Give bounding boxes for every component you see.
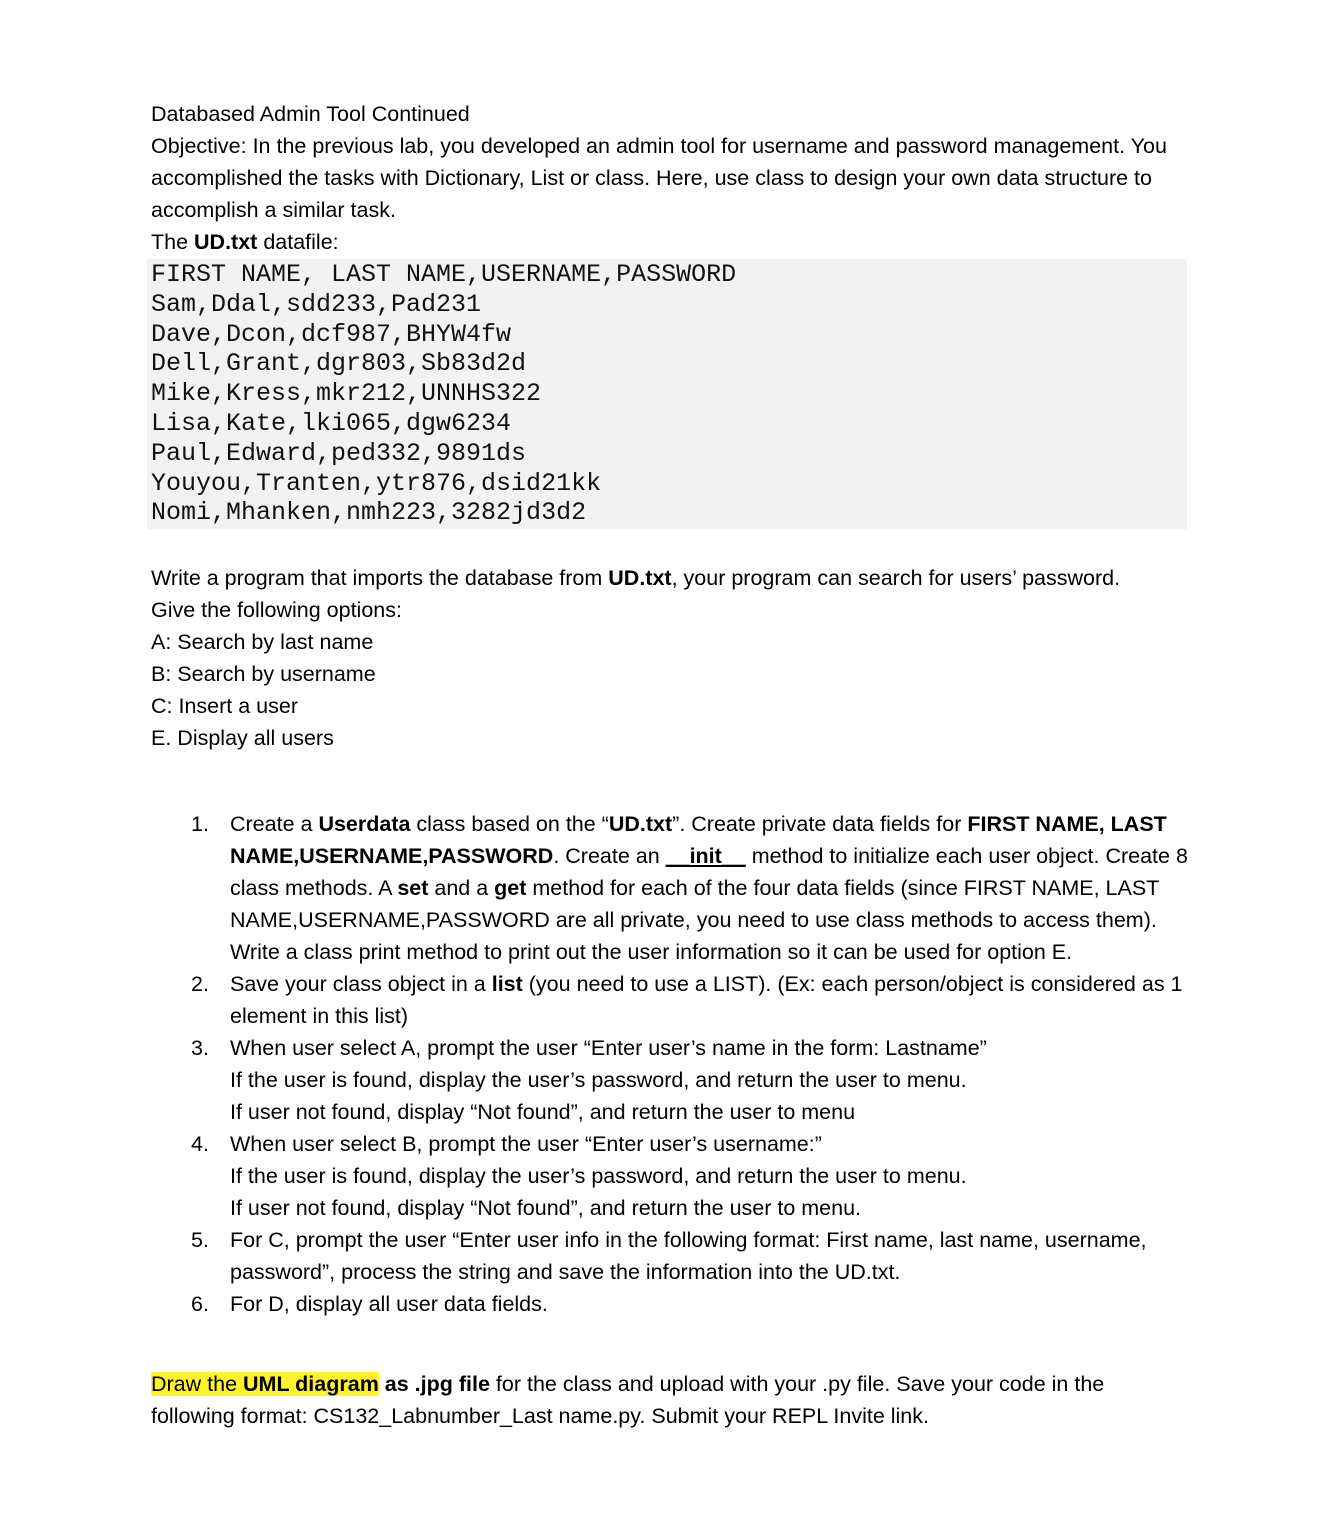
code-line: Youyou,Tranten,ytr876,dsid21kk	[151, 468, 602, 498]
objective-paragraph: Objective: In the previous lab, you developed an admin tool for username and password management. You accomplished the tasks with Dictionary, List or class. Here, use class to design your own data structure to accomplish a similar task.	[151, 134, 1167, 222]
task-item-6: 6. For D, display all user data fields.	[151, 1288, 1191, 1320]
task-item-5: 5. For C, prompt the user “Enter user info in the following format: First name, last name, username, password”, process the string and save the information into the UD.txt.	[151, 1224, 1191, 1288]
document-page	[151, 98, 1191, 1432]
task-number: 6.	[191, 1292, 209, 1317]
task-number: 5.	[191, 1228, 209, 1253]
intro-filename: UD.txt	[608, 566, 672, 591]
options-header: Give the following options:	[151, 598, 402, 623]
datafile-label	[151, 226, 1191, 258]
datafile-label-suffix: datafile:	[257, 230, 339, 254]
option-item: C: Insert a user	[151, 694, 298, 719]
doc-title: Databased Admin Tool Continued	[151, 102, 470, 126]
code-line: Nomi,Mhanken,nmh223,3282jd3d2	[151, 498, 587, 528]
highlighted-text: Draw the UML diagram	[151, 1372, 379, 1397]
option-item: B: Search by username	[151, 662, 376, 687]
datafile-code-block	[147, 259, 1187, 529]
intro-paragraph: Write a program that imports the database from UD.txt, your program can search for users’ password.	[151, 566, 1121, 591]
code-line: Paul,Edward,ped332,9891ds	[151, 438, 527, 468]
task-number: 3.	[191, 1036, 209, 1061]
task-number: 1.	[191, 812, 209, 837]
code-line: Lisa,Kate,lki065,dgw6234	[151, 408, 512, 438]
code-line: Dell,Grant,dgr803,Sb83d2d	[151, 349, 527, 379]
task-number: 2.	[191, 972, 209, 997]
task-item-1: 1. Create a Userdata class based on the “UD.txt”. Create private data fields for FIRST NAME, LAST NAME,USERNAME,PASSWORD. Create an __init__ method to initialize each user object. Create 8 class methods. A set and a get method for each of the four data fields (since FIRST NAME, LAST NAME,USERNAME,PASSWORD are all private, you need to use class methods to access them). Write a class print method to print out the user information so it can be used for option E.	[151, 808, 1191, 968]
option-item: A: Search by last name	[151, 630, 374, 655]
task-list	[151, 808, 1191, 1320]
option-item: E. Display all users	[151, 726, 334, 751]
task-item-2: 2. Save your class object in a list (you need to use a LIST). (Ex: each person/object is considered as 1 element in this list)	[151, 968, 1191, 1032]
code-line: Mike,Kress,mkr212,UNNHS322	[151, 379, 542, 409]
task-item-4: 4. When user select B, prompt the user “Enter user’s username:” If the user is found, display the user’s password, and return the user to menu. If user not found, display “Not found”, and return the user to menu.	[151, 1128, 1191, 1224]
code-line: Dave,Dcon,dcf987,BHYW4fw	[151, 319, 512, 349]
code-line: Sam,Ddal,sdd233,Pad231	[151, 289, 482, 319]
task-item-3: 3. When user select A, prompt the user “Enter user’s name in the form: Lastname” If the user is found, display the user’s password, and return the user to menu. If user not found, display “Not found”, and return the user to menu	[151, 1032, 1191, 1128]
footer-instructions: Draw the UML diagram as .jpg file for the class and upload with your .py file. Save your code in the following format: CS132_Labnumber_Last name.py. Submit your REPL Invite link.	[151, 1372, 1105, 1429]
datafile-label-prefix: The	[151, 230, 195, 254]
code-line-header: FIRST NAME, LAST NAME,USERNAME,PASSWORD	[151, 260, 737, 289]
task-number: 4.	[191, 1132, 209, 1157]
datafile-filename: UD.txt	[194, 230, 258, 254]
